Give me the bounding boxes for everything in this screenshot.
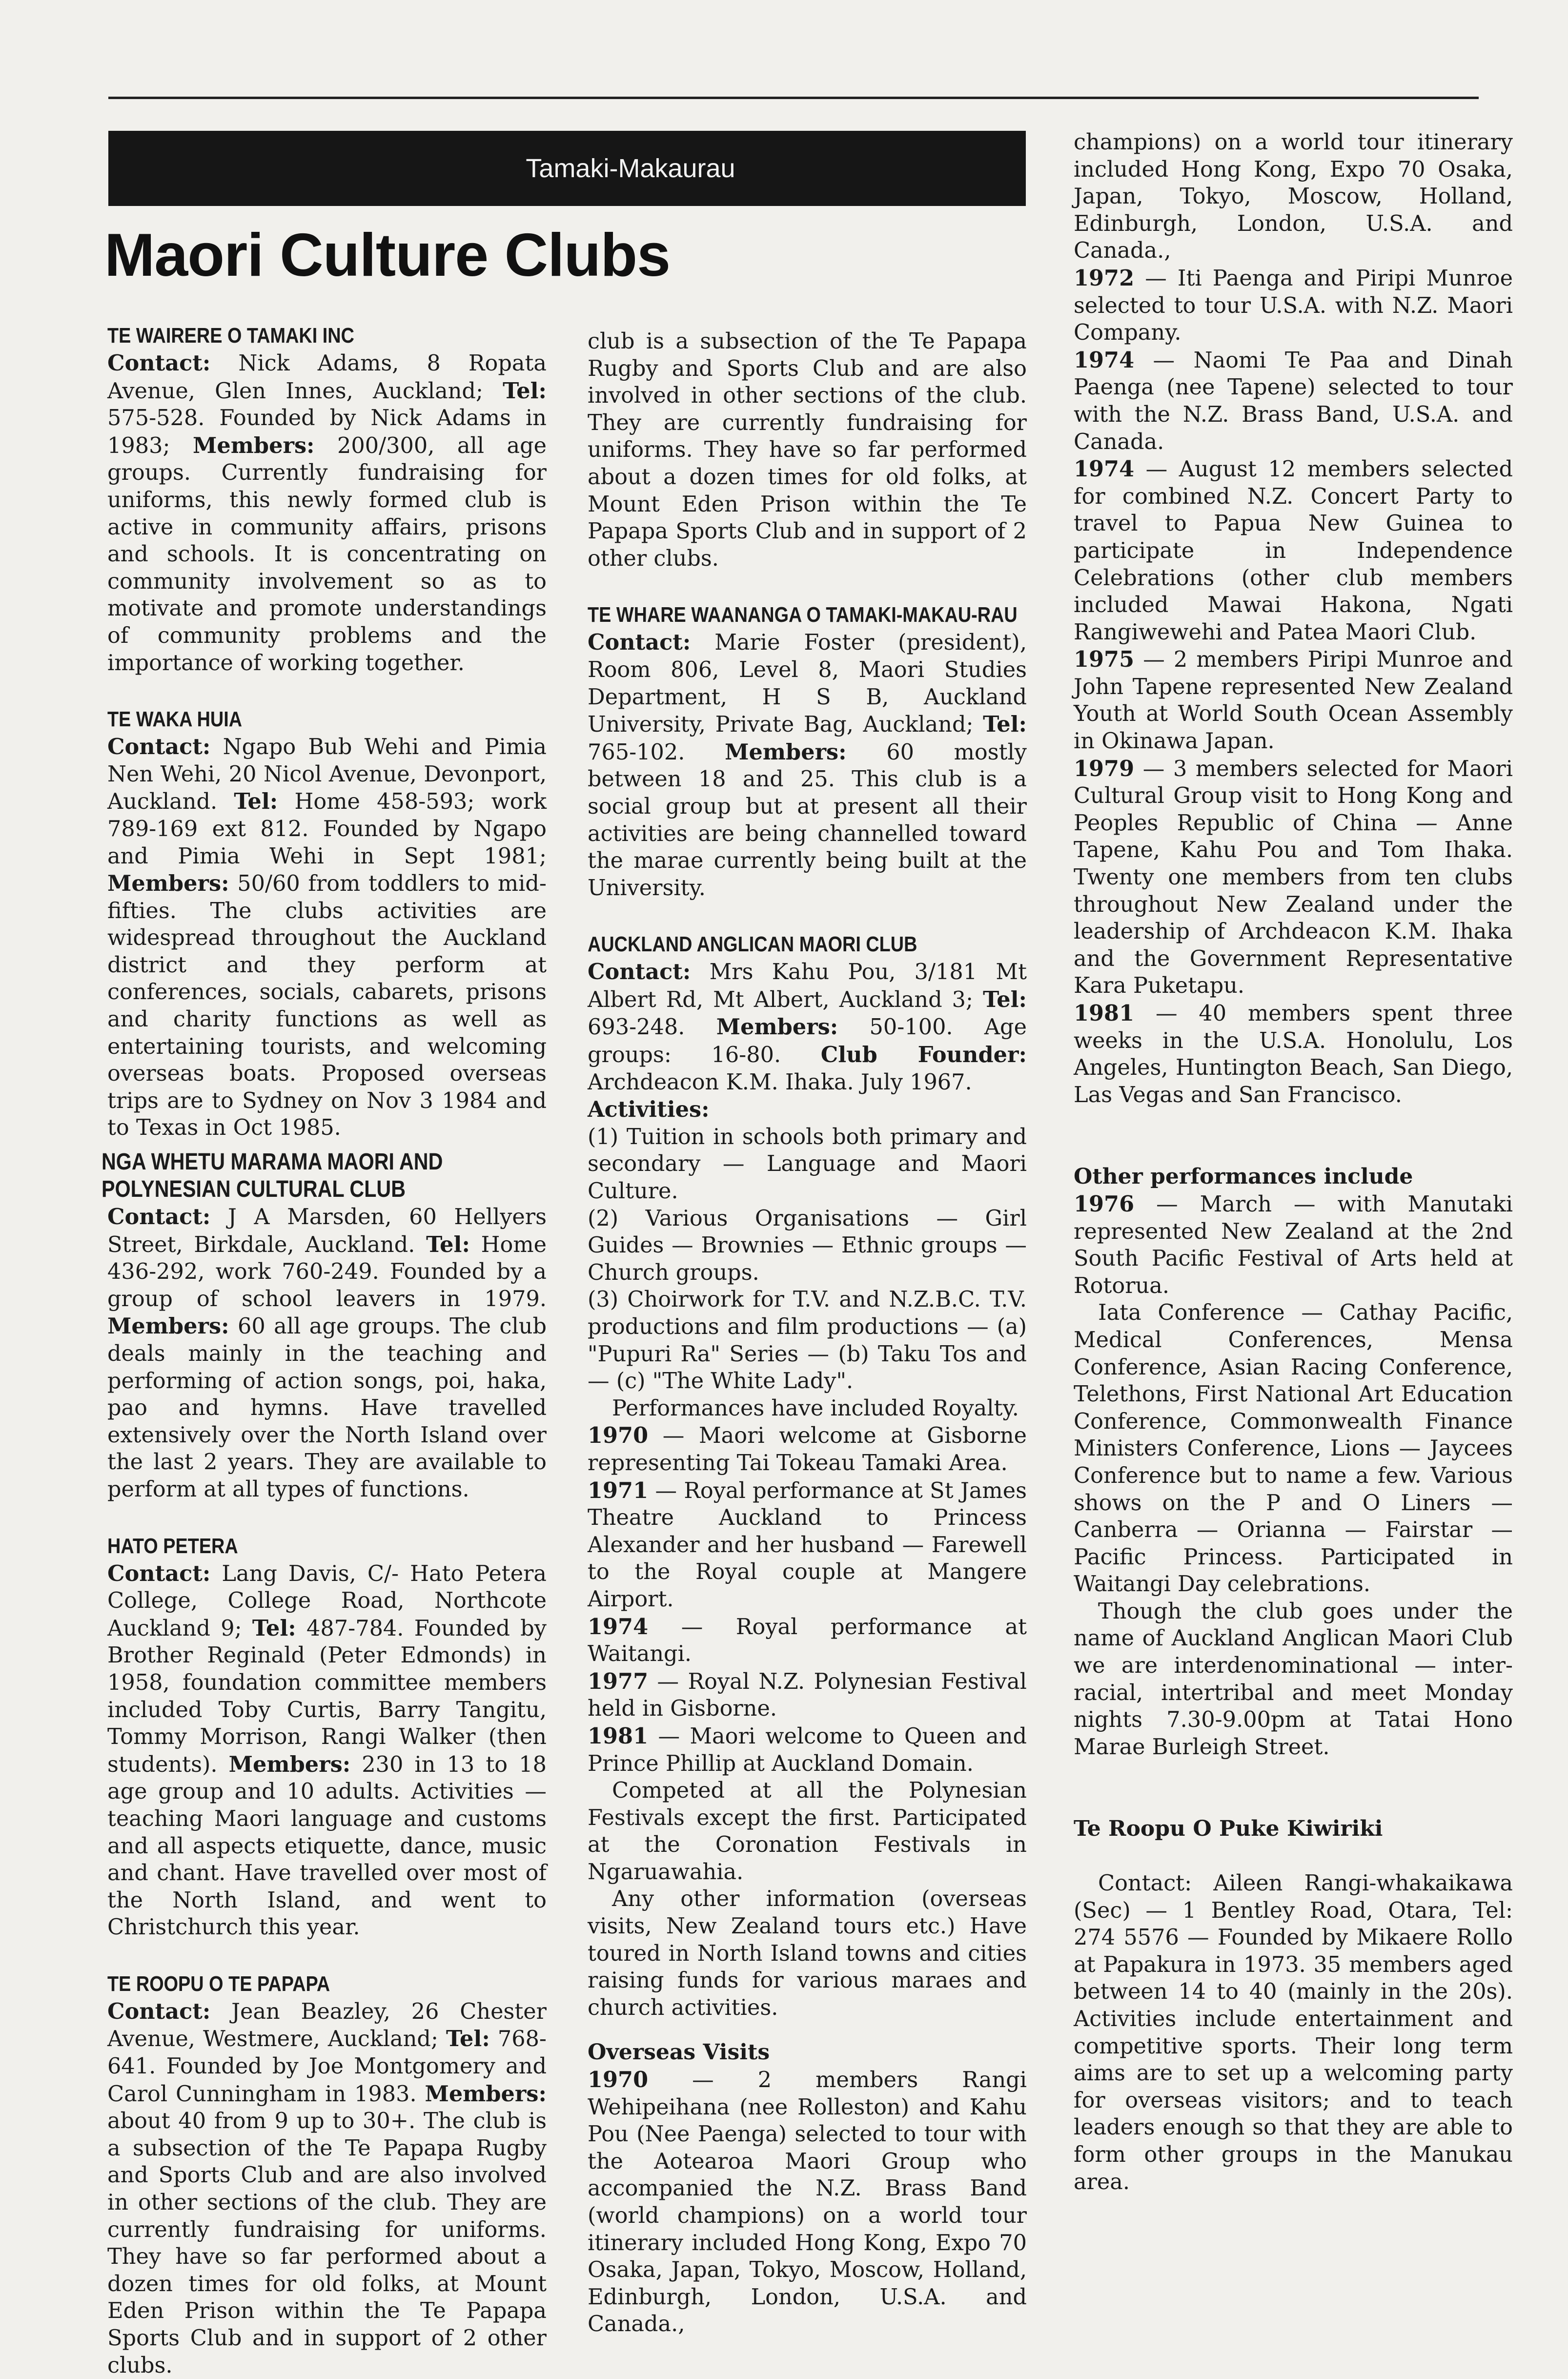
overseas-item: 1970 — 2 members Rangi Wehipeihana (nee Rolleston) and Kahu Pou (Nee Paenga) selected to tour with the Aotearoa Maori Group who accompanied the N.Z. Brass Band (world champions) on a world tour itinerary included Hong Kong, Expo 70 Osaka, Japan, Tokyo, Moscow, Holland, Edinburgh, London, U.S.A. and Canada., — [588, 2067, 1027, 2337]
club-nga-whetu — [102, 1148, 547, 1503]
activity-item: (2) Various Organisations — Girl Guides — Brownies — Ethnic groups — Church groups. — [588, 1205, 1027, 1285]
competed-paragraph: Competed at all the Polynesian Festivals except the first. Participated at the Coronation Festivals in Ngaruawahia. — [588, 1778, 1027, 1885]
overseas-item: 1975 — 2 members Piripi Munroe and John Tapene represented New Zealand Youth at World South Ocean Assembly in Okinawa Japan. — [1074, 646, 1513, 754]
page-title: Maori Culture Clubs — [104, 222, 671, 289]
club-body: Contact: Marie Foster (president), Room 806, Level 8, Maori Studies Department, H S B, Auckland University, Private Bag, Auckland; Tel: 765-102. Members: 60 mostly between 18 and 25. This club is a social group but at present all their activities are being channelled toward the marae currently being built at the University. — [588, 629, 1027, 901]
club-waka-huia — [107, 706, 547, 1142]
performance-item: 1981 — Maori welcome to Queen and Prince Phillip at Auckland Domain. — [588, 1723, 1027, 1776]
activities-label: Activities: — [588, 1096, 710, 1123]
club-body: Contact: Ngapo Bub Wehi and Pimia Nen Wehi, 20 Nicol Avenue, Devonport, Auckland. Tel: Home 458-593; work 789-169 ext 812. Founded by Ngapo and Pimia Wehi in Sept 1981; Members: 50/60 from toddlers to mid-fifties. The clubs activities are widespread throughout the Auckland district and they perform at conferences, socials, cabarets, prisons and charity functions as well as entertaining tourists, and welcoming overseas boats. Proposed overseas trips are to Sydney on Nov 3 1984 and to Texas in Oct 1985. — [107, 734, 547, 1141]
club-body: Contact: Aileen Rangi-whakaikawa (Sec) — 1 Bentley Road, Otara, Tel: 274 5576 — Founded by Mikaere Rollo at Papakura in 1973. 35 members aged between 14 to 40 (mainly in the 20s). Activities include entertainment and competitive sports. Their long term aims are to set up a welcoming party for overseas visitors; and to teach leaders enough so that they are able to form other groups in the Manukau area. — [1074, 1870, 1513, 2194]
performance-item: 1974 — Royal performance at Waitangi. — [588, 1613, 1027, 1667]
club-heading: TE WAKA HUIA — [107, 707, 243, 732]
club-heading: TE WHARE WAANANGA O TAMAKI-MAKAU-RAU — [588, 603, 1018, 627]
though-paragraph: Though the club goes under the name of Auckland Anglican Maori Club we are interdenominational — inter-racial, intertribal and meet Monday nights 7.30-9.00pm at Tatai Hono Marae Burleigh Street. — [1074, 1598, 1513, 1760]
royalty-intro: Performances have included Royalty. — [612, 1395, 1019, 1421]
performance-item: 1970 — Maori welcome at Gisborne representing Tai Tokeau Tamaki Area. — [588, 1422, 1027, 1476]
iata-paragraph: Iata Conference — Cathay Pacific, Medical Conferences, Mensa Conference, Asian Racing Conference, Telethons, First National Art Education Conference, Commonwealth Finance Ministers Conference, Lions — Jaycees Conference but to name a few. Various shows on the P and O Liners — Canberra — Orianna — Fairstar — Pacific Princess. Participated in Waitangi Day celebrations. — [1074, 1300, 1513, 1597]
club-heading: TE WAIRERE O TAMAKI INC — [107, 324, 354, 348]
column-2 — [588, 322, 1027, 2337]
club-heading: TE ROOPU O TE PAPAPA — [107, 1971, 330, 1996]
club-wairere — [107, 322, 547, 677]
top-rule — [108, 97, 1479, 99]
activity-item: (3) Choirwork for T.V. and N.Z.B.C. T.V. productions and film productions — (a) "Pupuri Ra" Series — (b) Taku Tos and — (c) "The White Lady". — [588, 1287, 1027, 1394]
club-whare-waananga — [588, 601, 1027, 902]
overseas-item: 1979 — 3 members selected for Maori Cultural Group visit to Hong Kong and Peoples Republic of China — Anne Tapene, Kahu Pou and Tom Ihaka. Twenty one members from ten clubs throughout New Zealand under the leadership of Archdeacon K.M. Ihaka and the Government Representative Kara Puketapu. — [1074, 755, 1513, 999]
section-banner-label: Tamaki-Makaurau — [526, 154, 735, 183]
performance-item: 1977 — Royal N.Z. Polynesian Festival held in Gisborne. — [588, 1668, 1027, 1722]
club-heading: Te Roopu O Puke Kiwiriki — [1074, 1816, 1383, 1842]
other-performance-item: 1976 — March — with Manutaki represented New Zealand at the 2nd South Pacific Festival of Arts held at Rotorua. — [1074, 1190, 1513, 1298]
activity-item: (1) Tuition in schools both primary and secondary — Language and Maori Culture. — [588, 1124, 1027, 1204]
club-puke-kiwiriki — [1074, 1815, 1513, 2195]
club-body-continued: club is a subsection of the Te Papapa Rugby and Sports Club and are also involved in other sections of the club. They are currently fundraising for uniforms. They have so far performed about a dozen times for old folks, at Mount Eden Prison within the Te Papapa Sports Club and in support of 2 other clubs. — [588, 328, 1027, 571]
overseas-item: 1974 — Naomi Te Paa and Dinah Paenga (nee Tapene) selected to tour with the N.Z. Brass Band, U.S.A. and Canada. — [1074, 347, 1513, 454]
column-3 — [1074, 129, 1513, 2195]
club-heading: HATO PETERA — [107, 1534, 238, 1558]
overseas-item: 1972 — Iti Paenga and Piripi Munroe selected to tour U.S.A. with N.Z. Maori Company. — [1074, 265, 1513, 346]
other-info-paragraph: Any other information (overseas visits, New Zealand tours etc.) Have toured in North Island towns and cities raising funds for various maraes and church activities. — [588, 1886, 1027, 2020]
overseas-visits-heading: Overseas Visits — [588, 2040, 770, 2065]
club-heading: NGA WHETU MARAMA MAORI AND POLYNESIAN CULTURAL CLUB — [102, 1149, 443, 1203]
club-papapa — [107, 1970, 547, 2378]
club-body: Contact: J A Marsden, 60 Hellyers Street, Birkdale, Auckland. Tel: Home 436-292, work 760-249. Founded by a group of school leavers in 1979. Members: 60 all age groups. The club deals mainly in the teaching and performing of action songs, poi, haka, pao and hymns. Have travelled extensively over the North Island over the last 2 years. They are available to perform at all types of functions. — [107, 1204, 547, 1502]
section-banner — [108, 131, 1026, 206]
club-anglican — [588, 931, 1027, 2337]
overseas-item: 1981 — 40 members spent three weeks in the U.S.A. Honolulu, Los Angeles, Huntington Beach, San Diego, Las Vegas and San Francisco. — [1074, 1000, 1513, 1107]
other-performances-heading: Other performances include — [1074, 1164, 1413, 1190]
club-body: Contact: Jean Beazley, 26 Chester Avenue, Westmere, Auckland; Tel: 768-641. Founded by Joe Montgomery and Carol Cunningham in 1983. Members: about 40 from 9 up to 30+. The club is a subsection of the Te Papapa Rugby and Sports Club and are also involved in other sections of the club. They are currently fundraising for uniforms. They have so far performed about a dozen times for old folks, at Mount Eden Prison within the Te Papapa Sports Club and in support of 2 other clubs. — [107, 1998, 547, 2378]
performance-item: 1971 — Royal performance at St James Theatre Auckland to Princess Alexander and her husband — Farewell to the Royal couple at Mangere Airport. — [588, 1477, 1027, 1612]
club-body: Contact: Nick Adams, 8 Ropata Avenue, Glen Innes, Auckland; Tel: 575-528. Founded by Nick Adams in 1983; Members: 200/300, all age groups. Currently fundraising for uniforms, this newly formed club is active in community affairs, prisons and schools. It is concentrating on community involvement so as to motivate and promote understandings of community problems and the importance of working together. — [107, 350, 547, 676]
column-1 — [102, 322, 547, 2378]
overseas-item: 1974 — August 12 members selected for combined N.Z. Concert Party to travel to Papua New Guinea to participate in Independence Celebrations (other club members included Mawai Hakona, Ngati Rangiwewehi and Patea Maori Club. — [1074, 456, 1513, 645]
overseas-item-continued: champions) on a world tour itinerary included Hong Kong, Expo 70 Osaka, Japan, Tokyo, Moscow, Holland, Edinburgh, London, U.S.A. and Canada., — [1074, 129, 1513, 264]
club-body: Contact: Lang Davis, C/- Hato Petera College, College Road, Northcote Auckland 9; Tel: 487-784. Founded by Brother Reginald (Peter Edmonds) in 1958, foundation committee members included Toby Curtis, Barry Tangitu, Tommy Morrison, Rangi Walker (then students). Members: 230 in 13 to 18 age group and 10 adults. Activities — teaching Maori language and customs and all aspects etiquette, dance, music and chant. Have travelled over most of the North Island, and went to Christchurch this year. — [107, 1560, 547, 1940]
club-heading: AUCKLAND ANGLICAN MAORI CLUB — [588, 932, 917, 957]
club-body: Contact: Mrs Kahu Pou, 3/181 Mt Albert Rd, Mt Albert, Auckland 3; Tel: 693-248. Members: 50-100. Age groups: 16-80. Club Founder: Archdeacon K.M. Ihaka. July 1967. — [588, 959, 1027, 1095]
club-hato-petera — [107, 1533, 547, 1941]
